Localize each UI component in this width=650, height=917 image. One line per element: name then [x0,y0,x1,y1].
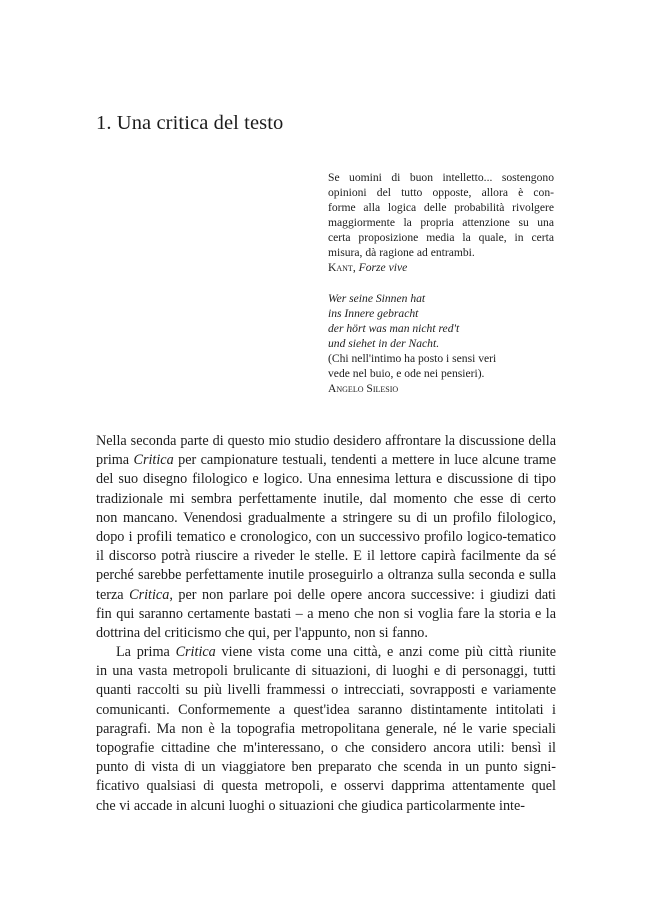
verse-line: Wer seine Sinnen hat [328,292,426,305]
paragraph [96,432,556,643]
text-line: paragrafi. Ma non è la topografia metropolitana generale, né le varie speciali [96,720,556,737]
verse-line: und siehet in der Nacht. [328,337,440,350]
text-line: tradizionale mi sembra perfettamente inutile, dal momento che esse di certo [96,490,556,507]
quote-line: maggiormente la propria attenzione su una [328,216,554,229]
text-run: prima [96,452,134,469]
text-line: che vi accade in alcuni luoghi o situazioni che giudica particolarmente inte- [96,797,525,814]
epigraph-author: Kant [328,261,353,274]
epigraph-translation [328,351,554,381]
text-line: ficativo qualsiasi di questa metropoli, e osservi dapprima attentamente quel [96,778,556,795]
text-run: terza [96,586,130,603]
body-text [96,432,556,816]
text-run: per campionature testuali, tendenti a mettere in luce alcune trame [173,452,556,469]
text-line: punto di vista di un viaggiatore ben preparato che scenda in un punto signi- [96,759,556,776]
epigraph-silesius [328,291,554,396]
quote-line: forme alla logica delle probabilità rivolgere [328,201,554,214]
quote-line: certa proposizione media la quale, in certa [328,231,554,244]
text-line [96,643,556,662]
text-line [96,451,556,470]
text-line: in una vasta metropoli brulicante di situazioni, di luoghi e di personaggi, tutti [96,663,556,680]
quote-line: misura, dà ragione ad entrambi. [328,246,475,259]
text-line: dopo i profili tematico e cronologico, con un successivo profilo logico-tematico [96,528,556,545]
text-run: La prima [116,644,176,661]
text-line: il discorso potrà riuscire a riveder le stelle. E il lettore capirà facilmente da sé [96,548,556,565]
quote-line: Se uomini di buon intelletto... sostengono [328,171,554,184]
paragraph [96,643,556,816]
verse-line: der hört was man nicht red't [328,322,460,335]
italic-title: Critica [175,644,216,661]
translation-line: vede nel buio, e ode nei pensieri). [328,367,485,380]
text-line: quanti raccolti su più livelli frammessi o intrecciati, sovrapposti e variamente [96,682,556,699]
quote-line: opinioni del tutto opposte, allora è con- [328,186,554,199]
text-line: del suo disegno filologico e logico. Una ennesima lettura e discussione di tipo [96,471,556,488]
italic-title: Critica [133,452,174,469]
text-line: perché sarebbe perfettamente inutile proseguirlo a oltranza sulla seconda e sulla [96,567,556,584]
text-run: , per non parlare poi delle opere ancora successive: i giudizi dati [169,586,556,603]
epigraph-kant [328,170,554,275]
text-line: topografie cittadine che m'interessano, o che considero ancora utili: bensì il [96,740,556,757]
epigraph-verse [328,291,554,351]
epigraph-author: Angelo Silesio [328,382,399,395]
epigraphs [328,170,554,396]
text-line: non mancano. Venendosi gradualmente a stringere su di un profilo filologico, [96,509,556,526]
text-line [96,586,556,605]
chapter-title: 1. Una critica del testo [96,112,284,134]
text-line: fin qui saranno certamente bastati – a meno che non si voglia fare la storia e la [96,605,556,622]
epigraph-quote [328,170,554,260]
text-line: Nella seconda parte di questo mio studio desidero affrontare la discussione della [96,433,556,449]
text-line: comunicanti. Conformemente a quest'idea saranno distintamente intitolati i [96,701,556,718]
text-line: dottrina del criticismo che qui, per l'appunto, non si fanno. [96,624,428,641]
epigraph-work: Forze vive [358,261,408,274]
verse-line: ins Innere gebracht [328,307,419,320]
text-run: viene vista come una città, e anzi come più città riunite [215,644,556,661]
italic-title: Critica [129,586,170,603]
epigraph-attribution: Kant, Forze vive [328,261,408,274]
translation-line: (Chi nell'intimo ha posto i sensi veri [328,352,497,365]
